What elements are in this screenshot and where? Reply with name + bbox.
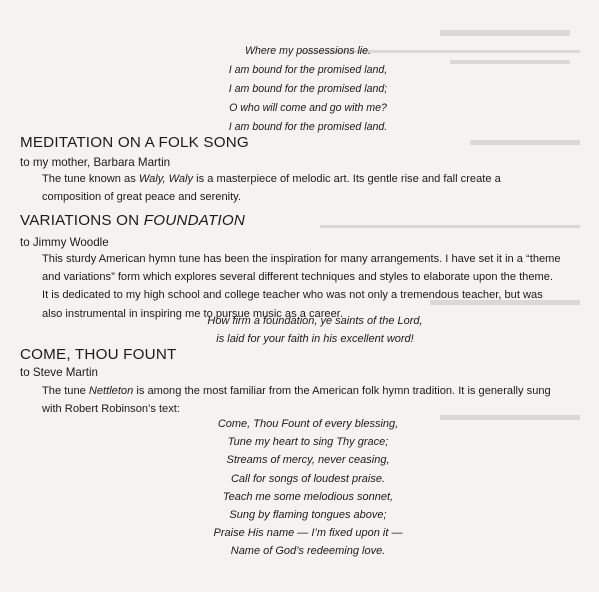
- paragraph-line: composition of great peace and serenity.: [42, 191, 241, 204]
- dedication-meditation: to my mother, Barbara Martin: [20, 156, 171, 169]
- paragraph-line: also instrumental in inspiring me to pursue music as a career.: [42, 307, 343, 320]
- hymn-line: Streams of mercy, never ceasing,: [226, 454, 390, 467]
- verse-line: I am bound for the promised land,: [228, 64, 388, 76]
- verse-line: I am bound for the promised land.: [228, 121, 388, 133]
- paragraph-meditation: [42, 170, 577, 206]
- tune-name-foundation: FOUNDATION: [143, 212, 246, 229]
- foundation-quote: [165, 312, 465, 348]
- dedication-variations: to Jimmy Woodle: [20, 236, 109, 249]
- hymn-line: Sung by flaming tongues above;: [229, 509, 387, 522]
- paragraph-line: The tune Nettleton is among the most familiar from the American folk hymn tradition. It is generally sung: [42, 385, 551, 397]
- verse-line: I am bound for the promised land;: [228, 83, 388, 95]
- dedication-come-thou-fount: to Steve Martin: [20, 366, 98, 379]
- paragraph-line: and variations” form which explores several different techniques and styles to elaborate upon the theme.: [42, 271, 554, 284]
- paragraph-come-thou-fount: [42, 382, 577, 418]
- tune-name-waly: Waly, Waly: [138, 173, 194, 185]
- hymn-line: Praise His name — I’m fixed upon it —: [213, 527, 403, 540]
- opening-verse: [195, 42, 421, 137]
- hymn-line: Name of God’s redeeming love.: [230, 545, 386, 558]
- hymn-line: Tune my heart to sing Thy grace;: [227, 436, 389, 449]
- paragraph-line: with Robert Robinson’s text:: [42, 403, 180, 416]
- tune-name-nettleton: Nettleton: [88, 385, 134, 397]
- paragraph-line: The tune known as Waly, Waly is a masterpiece of melodic art. Its gentle rise and fall create a: [42, 173, 501, 185]
- paragraph-line: It is dedicated to my high school and college teacher who was not only a tremendous teacher, but was: [42, 289, 543, 302]
- section-title-meditation: MEDITATION ON A FOLK SONG: [20, 134, 249, 151]
- quote-line: How firm a foundation, ye saints of the Lord,: [207, 315, 423, 327]
- hymn-line: Come, Thou Fount of every blessing,: [217, 418, 399, 430]
- hymn-line: Teach me some melodious sonnet,: [222, 490, 394, 503]
- paragraph-line: This sturdy American hymn tune has been the inspiration for many arrangements. I have set it in a “theme: [42, 253, 561, 265]
- hymn-line: Call for songs of loudest praise.: [230, 472, 386, 485]
- section-title-variations: VARIATIONS ON FOUNDATION: [20, 212, 246, 229]
- quote-line: is laid for your faith in his excellent word!: [216, 333, 414, 345]
- section-title-come-thou-fount: COME, THOU FOUNT: [20, 346, 177, 363]
- verse-line: Where my possessions lie.: [245, 45, 371, 57]
- verse-line: O who will come and go with me?: [229, 102, 387, 114]
- hymn-verse: [185, 415, 431, 561]
